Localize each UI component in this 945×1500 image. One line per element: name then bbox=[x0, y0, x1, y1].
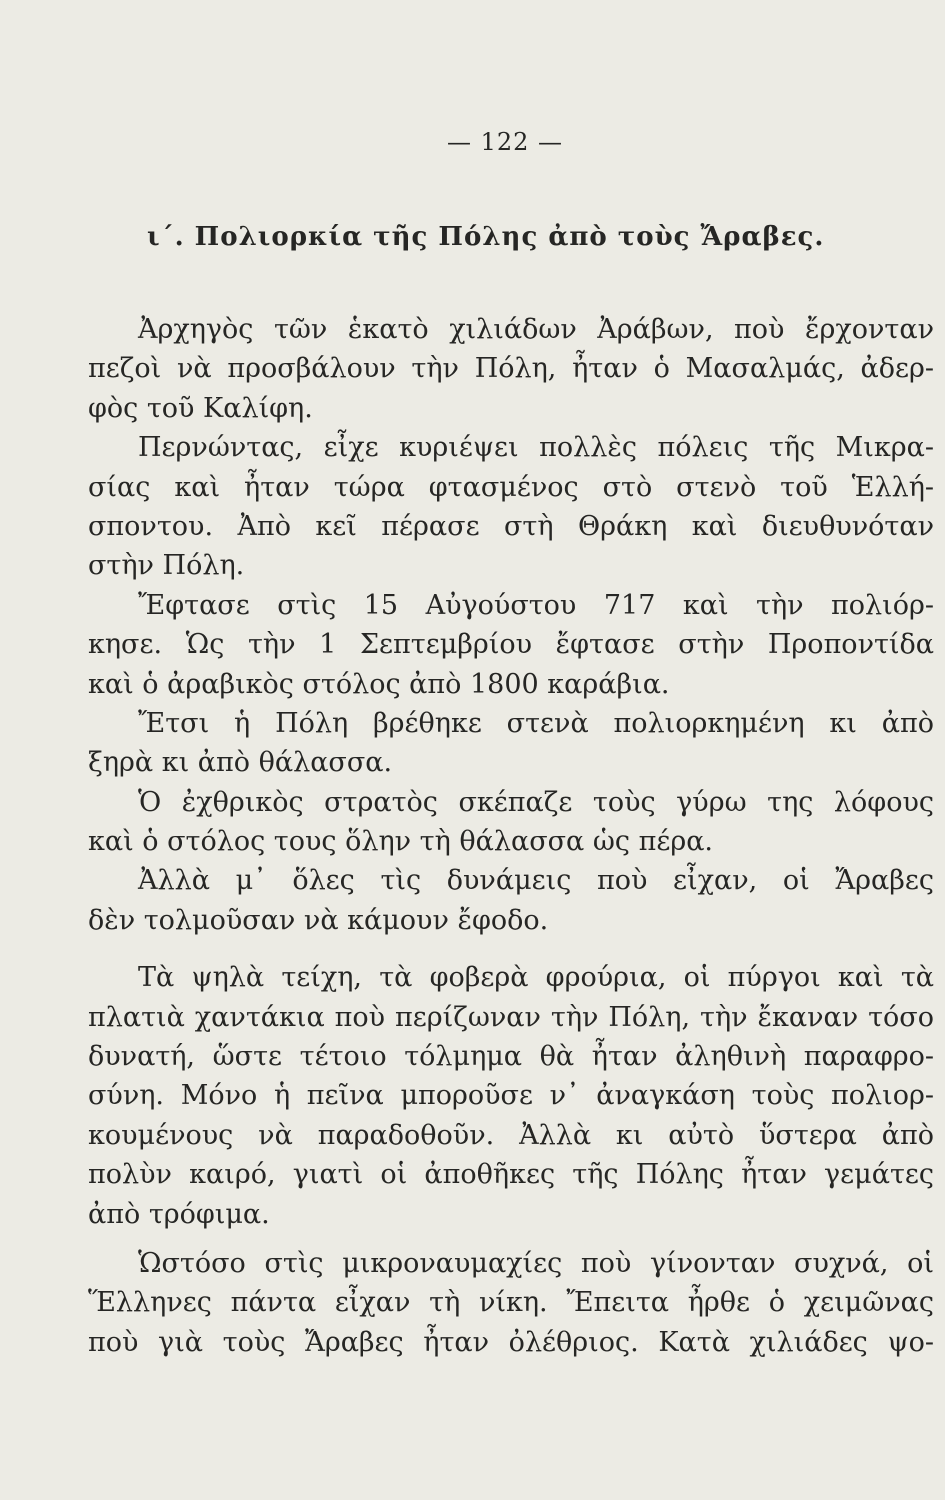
text-line: Ἕλληνες πάντα εἶχαν τὴ νίκη. Ἔπειτα ἦρθε ὁ χειμῶνας bbox=[88, 1287, 934, 1319]
text-line: φὸς τοῦ Καλίφη. bbox=[88, 392, 313, 424]
text-line: δυνατή, ὥστε τέτοιο τόλμημα θὰ ἦταν ἀληθινὴ παραφρο- bbox=[88, 1041, 934, 1073]
text-line: σύνη. Μόνο ἡ πεῖνα μποροῦσε ν᾿ ἀναγκάση τοὺς πολιορ- bbox=[88, 1080, 934, 1112]
text-line: στὴν Πόλη. bbox=[88, 550, 245, 582]
text-line: σποντου. Ἀπὸ κεῖ πέρασε στὴ Θράκη καὶ διευθυνόταν bbox=[88, 510, 934, 542]
paragraph-gap bbox=[88, 1234, 934, 1244]
text-line: Ἔτσι ἡ Πόλη βρέθηκε στενὰ πολιορκημένη κι ἀπὸ bbox=[138, 707, 934, 739]
text-line: Ἔφτασε στὶς 15 Αὐγούστου 717 καὶ τὴν πολιόρ- bbox=[138, 589, 934, 621]
text-line: Ἀρχηγὸς τῶν ἑκατὸ χιλιάδων Ἀράβων, ποὺ ἔρχονταν bbox=[138, 314, 934, 345]
text-line: πλατιὰ χαντάκια ποὺ περίζωναν τὴν Πόλη, τὴν ἔκαναν τόσο bbox=[88, 1001, 934, 1033]
text-line: καὶ ὁ ἀραβικὸς στόλος ἀπὸ 1800 καράβια. bbox=[88, 668, 670, 700]
text-line: Ὡστόσο στὶς μικροναυμαχίες ποὺ γίνονταν συχνά, οἱ bbox=[138, 1247, 934, 1279]
text-line: πολὺν καιρό, γιατὶ οἱ ἀποθῆκες τῆς Πόλης ἦταν γεμάτες bbox=[88, 1159, 934, 1191]
text-line: ποὺ γιὰ τοὺς Ἄραβες ἦταν ὀλέθριος. Κατὰ χιλιάδες ψο- bbox=[88, 1326, 934, 1358]
text-line: Τὰ ψηλὰ τείχη, τὰ φοβερὰ φρούρια, οἱ πύργοι καὶ τὰ bbox=[138, 962, 934, 994]
text-line: δὲν τολμοῦσαν νὰ κάμουν ἔφοδο. bbox=[88, 904, 549, 936]
text-line: Ἀλλὰ μ᾿ ὅλες τὶς δυνάμεις ποὺ εἶχαν, οἱ Ἄραβες bbox=[138, 865, 934, 897]
text-line: ξηρὰ κι ἀπὸ θάλασσα. bbox=[88, 747, 393, 779]
text-line: Περνώντας, εἶχε κυριέψει πολλὲς πόλεις τῆς Μικρα- bbox=[138, 432, 934, 464]
text-line: ἀπὸ τρόφιμα. bbox=[88, 1198, 270, 1230]
page-number: — 122 — bbox=[446, 128, 564, 156]
text-line: κουμένους νὰ παραδοθοῦν. Ἀλλὰ κι αὐτὸ ὕστερα ἀπὸ bbox=[88, 1119, 934, 1151]
text-line: καὶ ὁ στόλος τους ὅλην τὴ θάλασσα ὡς πέρα. bbox=[88, 826, 714, 858]
text-line: κησε. Ὡς τὴν 1 Σεπτεμβρίου ἔφτασε στὴν Προποντίδα bbox=[88, 629, 934, 661]
text-line: Ὁ ἐχθρικὸς στρατὸς σκέπαζε τοὺς γύρω της λόφους bbox=[138, 786, 934, 818]
chapter-heading: ι΄. Πολιορκία τῆς Πόλης ἀπὸ τοὺς Ἄραβες. bbox=[147, 222, 825, 252]
text-line: σίας καὶ ἦταν τώρα φτασμένος στὸ στενὸ τοῦ Ἑλλή- bbox=[88, 471, 934, 503]
body-text bbox=[88, 310, 934, 1362]
text-line: πεζοὶ νὰ προσβάλουν τὴν Πόλη, ἦταν ὁ Μασαλμάς, ἀδερ- bbox=[88, 353, 934, 385]
paragraph-gap bbox=[88, 940, 934, 958]
